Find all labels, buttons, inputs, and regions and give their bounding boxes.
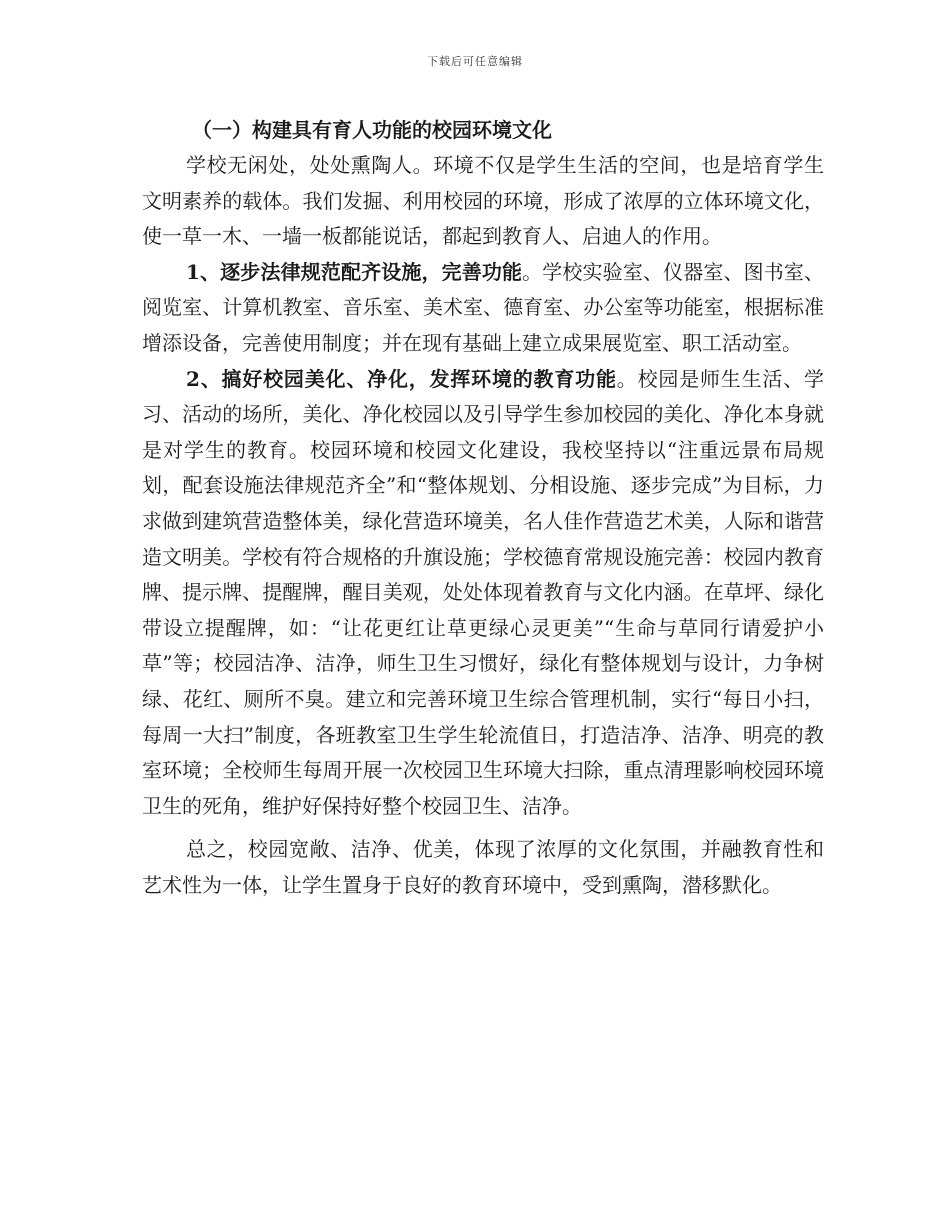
conclusion-paragraph: 总之，校园宽敞、洁净、优美，体现了浓厚的文化氛围，并融教育性和艺术性为一体，让学生置身于良好的教育环境中，受到熏陶，潜移默化。 xyxy=(142,837,824,897)
item-2-lead: 2、搞好校园美化、净化，发挥环境的教育功能 xyxy=(186,366,617,391)
item-2-body: 。校园是师生生活、学习、活动的场所，美化、净化校园以及引导学生参加校园的美化、净化本身就是对学生的教育。校园环境和校园文化建设，我校坚持以“注重远景布局规划，配套设施法律规范齐全”和“整体规划、分相设施、逐步完成”为目标，力求做到建筑营造整体美，绿化营造环境美，名人佳作营造艺术美，人际和谐营造文明美。学校有符合规格的升旗设施；学校德育常规设施完善：校园内教育牌、提示牌、提醒牌，醒目美观，处处体现着教育与文化内涵。在草坪、绿化带设立提醒牌，如：“让花更红让草更绿心灵更美”“生命与草同行请爱护小草”等；校园洁净、洁净，师生卫生习惯好，绿化有整体规划与设计，力争树绿、花红、厕所不臭。建立和完善环境卫生综合管理机制，实行“每日小扫，每周一大扫”制度，各班教室卫生学生轮流值日，打造洁净、洁净、明亮的教室环境；全校师生每周开展一次校园卫生环境大扫除，重点清理影响校园环境卫生的死角，维护好保持好整个校园卫生、洁净。 xyxy=(142,366,825,818)
item-1-body: 。学校实验室、仪器室、图书室、阅览室、计算机教室、音乐室、美术室、德育室、办公室等功能室，根据标准增添设备，完善使用制度；并在现有基础上建立成果展览室、职工活动室。 xyxy=(142,259,824,355)
page-header: 下载后可任意编辑 xyxy=(427,55,523,68)
section-heading: （一）构建具有育人功能的校园环境文化 xyxy=(192,118,552,142)
intro-paragraph: 学校无闲处，处处熏陶人。环境不仅是学生生活的空间，也是培育学生文明素养的载体。我们发掘、利用校园的环境，形成了浓厚的立体环境文化，使一草一木、一墙一板都能说话，都起到教育人、启迪人的作用。 xyxy=(142,153,824,249)
item-1-lead: 1、逐步法律规范配齐设施，完善功能 xyxy=(186,259,523,284)
item-1-paragraph xyxy=(142,255,824,362)
item-2-paragraph xyxy=(142,362,824,825)
document-body xyxy=(142,112,824,903)
